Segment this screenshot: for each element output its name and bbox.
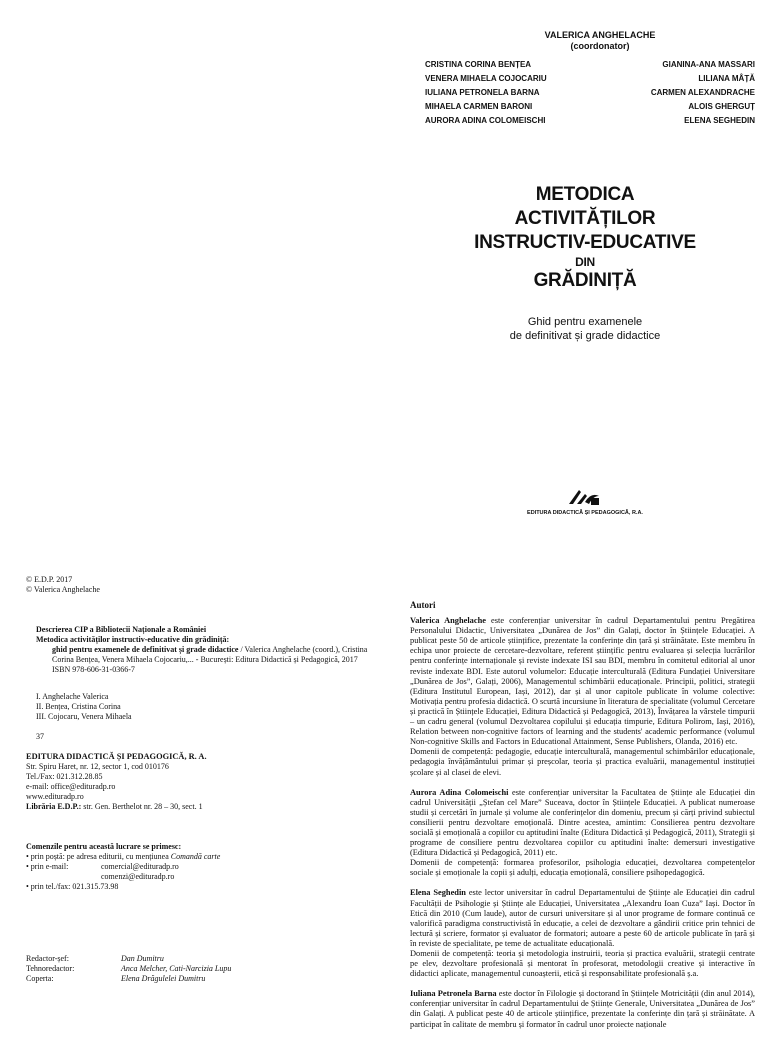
order-email-2: comenzi@edituradp.ro	[101, 872, 175, 881]
bio-competence: Domenii de competență: formarea profesorilor, psihologia educației, dezvoltarea competențelor sociale și emoționale la copii și adulți, educația emoțională, consiliere psihopedagogică.	[410, 858, 755, 878]
author-name: GIANINA-ANA MASSARI	[662, 60, 755, 69]
subtitle-line: Ghid pentru examenele	[527, 316, 643, 328]
title-line: GRĂDINIȚĂ	[533, 270, 637, 291]
author-list	[425, 58, 755, 128]
author-name: ALOIS GHERGUȚ	[688, 102, 755, 111]
isbn: ISBN 978-606-31-0366-7	[52, 665, 135, 674]
shop-label: Librăria E.D.P.:	[26, 802, 82, 811]
author-name: CARMEN ALEXANDRACHE	[650, 88, 755, 97]
staff-person: Anca Melcher, Cati-Narcizia Lupu	[121, 964, 232, 973]
orders-block	[26, 842, 220, 892]
publisher-name: EDITURA DIDACTICĂ ȘI PEDAGOGICĂ, R.A.	[527, 510, 643, 516]
authors-heading: Autori	[410, 600, 436, 610]
cip-rest: / Valerica Anghelache (coord.), Cristina Corina Bențea, Venera Mihaela Cojocariu,... - București: Editura Didactică și Pedagogică, 2017	[52, 645, 368, 664]
orders-title: Comenzile pentru această lucrare se primesc:	[26, 842, 182, 851]
title-page	[400, 0, 768, 600]
bio-anghelache	[410, 616, 755, 778]
contact-web: www.edituradp.ro	[26, 792, 84, 801]
contact-email: e-mail: office@edituradp.ro	[26, 782, 116, 791]
bio-name: Elena Seghedin	[410, 888, 466, 898]
author-name: LILIANA MÂȚĂ	[698, 74, 755, 83]
staff-role: Tehnoredactor:	[26, 964, 75, 973]
bio-colomeischi	[410, 788, 755, 879]
contact-address: Str. Spiru Haret, nr. 12, sector 1, cod 010176	[26, 762, 169, 771]
order-post: • prin poștă: pe adresa editurii, cu mențiunea	[26, 852, 171, 861]
order-tel: • prin tel./fax: 021.315.73.98	[26, 882, 119, 891]
publisher-block	[505, 486, 665, 516]
staff-person: Dan Dumitru	[121, 954, 164, 963]
order-email-label: • prin e-mail:	[26, 862, 69, 871]
author-name: ELENA SEGHEDIN	[684, 116, 755, 125]
author-name: IULIANA PETRONELA BARNA	[425, 88, 540, 97]
bio-seghedin	[410, 888, 755, 979]
order-post-italic: Comandă carte	[170, 852, 221, 861]
cip-title: Descrierea CIP a Bibliotecii Naționale a României	[36, 625, 207, 634]
copyright-line: © Valerica Anghelache	[26, 585, 100, 594]
bio-name: Aurora Adina Colomeischi	[410, 787, 509, 797]
publisher-logo-icon	[565, 486, 605, 508]
cip-sub: ghid pentru examenele de definitivat și grade didactice	[52, 645, 239, 654]
subtitle-line: de definitivat și grade didactice	[509, 330, 661, 342]
bio-competence: Domenii de competență: teoria și metodologia instruirii, teoria și practica evaluării, strategii centrate pe elev, dezvoltare profesională și mentorat în profesorat, metodologii creative și interactive în didactici aplicate, managementul cunoașterii, etică și responsabilitate profesională ș.a.	[410, 949, 755, 979]
staff-person: Elena Drăgulelei Dumitru	[121, 974, 206, 983]
staff-block	[26, 954, 231, 984]
book-title	[460, 183, 710, 293]
title-line: ACTIVITĂȚILOR	[514, 208, 656, 229]
coordinator	[520, 30, 680, 52]
coordinator-role: (coordonator)	[570, 41, 630, 51]
coordinator-name: VALERICA ANGHELACHE	[544, 30, 656, 40]
index-line: II. Bențea, Cristina Corina	[36, 702, 121, 711]
author-name: CRISTINA CORINA BENȚEA	[425, 60, 532, 69]
index-line: III. Cojocaru, Venera Mihaela	[36, 712, 132, 721]
bio-text: este conferențiar universitar la Facultatea de Științe ale Educației din cadrul Universității „Ștefan cel Mare” Suceava, doctor în Științele Educației. A publicat numeroase studii și cercetări în jurnale și volume ale conferințelor din domeniu, precum și cărți privind subiectul consilierii pentru dezvoltare emoțională. Dintre acestea, amintim: Consilierea pentru dezvoltare socială și emoțională a copiilor cu aptitudini înalte (Editura Didactică și Pedagogică, 2011), Strategii și programe de consiliere pentru dezvoltarea copiilor cu aptitudini înalte: demersuri investigative (Editura Didactică și Pedagogică, 2011) etc.	[410, 787, 755, 858]
title-line: METODICA	[535, 184, 635, 205]
bio-text: este conferențiar universitar în cadrul Departamentului pentru Pregătirea Personalului Didactic, Universitatea „Dunărea de Jos” din Galați, doctor în Științele Educației. A publicat peste 50 de articole științifice, prezentate la conferințe din țară și străinătate. Este membru în echipa unor proiecte de cercetare-dezvoltare, referent științific pentru evaluarea și selecția lucrărilor pentru conferințe internaționale și reviste indexate ISI sau BDI, membru în comitetul editorial al unor reviste indexate BDI. Este autorul volumelor: Educație interculturală (Editura Fundației Universitare „Dunărea de Jos”, Galați, 2006), Managementul schimbării educaționale. Principii, politici, strategii (Editura Institutul European, Iași, 2012), dar și al unor capitole publicate în volume colective: Motivația pentru profesia didactică. O scurtă incursiune în literatura de specialitate (volumul Cercetare și practică în Științele Educației, Editura Didactică și Pedagogică, 2013), Învățarea la vârstele timpurii – un cadru general (volumul Dezvoltarea copilului și educația timpurie, Editura Polirom, Iași, 2016), Relation between non-cognitive factors of learning and the students' academic performance (volumul Non-cognitive Skills and Factors in Educational Attainment, Sense Publishers, Olanda, 2016) etc.	[410, 616, 755, 747]
bio-text: este doctor în Filologie și doctorand în Științele Motricității (din anul 2014), conferențiar universitar în cadrul Departamentului de Științe Generale, Universitatea „Dunărea de Jos” din Galați. A publicat peste 40 de articole științifice, prezentate la conferințe din țară și străinătate. A participat în calitate de membru și formator în cadrul unor proiecte naționale	[410, 989, 755, 1029]
author-name: VENERA MIHAELA COJOCARIU	[425, 74, 547, 83]
order-email-1: comercial@edituradp.ro	[101, 862, 179, 871]
bio-name: Iuliana Petronela Barna	[410, 989, 497, 999]
shop-addr: str. Gen. Berthelot nr. 28 – 30, sect. 1	[81, 802, 203, 811]
publisher-contact	[26, 752, 207, 812]
contact-tel: Tel./Fax: 021.312.28.85	[26, 772, 103, 781]
cip-index	[36, 692, 132, 722]
title-line: INSTRUCTIV-EDUCATIVE	[474, 232, 696, 253]
authors-section	[410, 600, 755, 1040]
author-name: MIHAELA CARMEN BARONI	[425, 102, 533, 111]
staff-role: Coperta:	[26, 974, 54, 983]
cip-block	[36, 625, 381, 675]
index-line: I. Anghelache Valerica	[36, 692, 109, 701]
title-din: DIN	[575, 255, 595, 269]
copyright-line: © E.D.P. 2017	[26, 575, 73, 584]
bio-competence: Domenii de competență: pedagogie, educație interculturală, managementul schimbărilor educaționale, pedagogia învățământului primar și preșcolar, teoria și practica evaluării, managementul instituției școlare și al clasei de elevi.	[410, 747, 755, 777]
copyright-lines	[26, 575, 100, 595]
bio-name: Valerica Anghelache	[410, 616, 486, 626]
author-name: AURORA ADINA COLOMEISCHI	[425, 116, 546, 125]
copyright-page	[0, 570, 390, 1024]
book-subtitle	[460, 315, 710, 343]
bio-text: este lector universitar în cadrul Departamentului de Științe ale Educației din cadrul Facultății de Psihologie și Științe ale Educației, Universitatea „Alexandru Ioan Cuza” Iași. Doctor în Etică din 2010 (Cum laude), autor de cursuri universitare și al unor programe de formare continuă ce valorifică paradigma constructivistă în educație, a celei de dezvoltare a gândirii critice prin tehnici de lectură și scriere, formator și evaluator de formatori; autoare a peste 60 de articole publicate în țară și în reviste de specialitate, pe teme de actualitate educațională.	[410, 888, 756, 948]
staff-role: Redactor-șef:	[26, 954, 69, 963]
cip-class: 37	[36, 732, 44, 741]
cip-book: Metodica activităților instructiv-educative din grădiniță:	[36, 635, 230, 644]
contact-publisher: EDITURA DIDACTICĂ ȘI PEDAGOGICĂ, R. A.	[26, 752, 207, 761]
